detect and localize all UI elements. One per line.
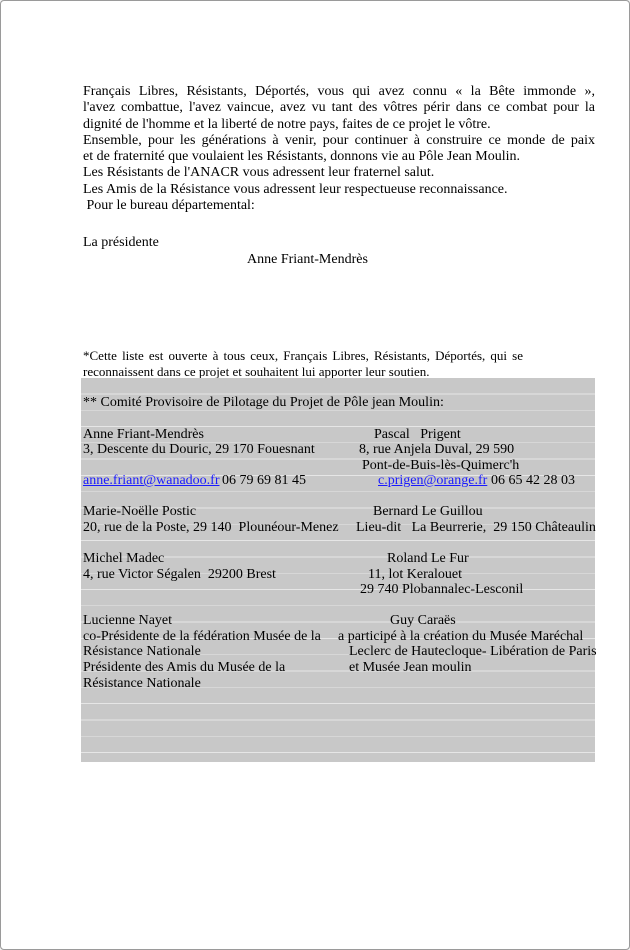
member-email-link[interactable]: c.prigen@orange.fr — [378, 473, 488, 488]
member-name: Lucienne Nayet — [83, 613, 173, 628]
member-role: Résistance Nationale — [83, 676, 201, 691]
member-role: Résistance Nationale — [83, 644, 201, 659]
member-role: Leclerc de Hautecloque- Libération de Paris — [349, 644, 597, 659]
letter-line: Les Amis de la Résistance vous adressent leur respectueuse reconnaissance. — [83, 181, 508, 197]
member-role: a participé à la création du Musée Maréchal — [338, 629, 584, 644]
president-name: Anne Friant-Mendrès — [247, 252, 368, 267]
member-name: Guy Caraës — [390, 613, 456, 628]
committee-title: ** Comité Provisoire de Pilotage du Projet de Pôle jean Moulin: — [83, 395, 444, 410]
member-email-link[interactable]: anne.friant@wanadoo.fr — [83, 473, 220, 488]
member-role: co-Présidente de la fédération Musée de la — [83, 629, 321, 644]
member-role: Présidente des Amis du Musée de la — [83, 660, 286, 675]
member-address: 8, rue Anjela Duval, 29 590 — [359, 442, 515, 457]
footnote-line: *Cette liste est ouverte à tous ceux, Français Libres, Résistants, Déportés, qui se — [83, 348, 523, 363]
member-name: Anne Friant-Mendrès — [83, 427, 204, 442]
member-address: Lieu-dit La Beurrerie, 29 150 Châteaulin — [356, 520, 596, 535]
member-name: Pascal Prigent — [374, 427, 461, 442]
member-phone: 06 79 69 81 45 — [222, 473, 306, 488]
member-address: 3, Descente du Douric, 29 170 Fouesnant — [83, 442, 315, 457]
member-phone: 06 65 42 28 03 — [491, 473, 575, 488]
footnote — [83, 348, 523, 379]
letter-body — [83, 84, 595, 214]
letter-line: et de fraternité que voulaient les Résistants, donnons vie au Pôle Jean Moulin. — [83, 149, 521, 165]
member-address: 29 740 Plobannalec-Lesconil — [360, 582, 524, 597]
letter-line: Pour le bureau départemental: — [83, 198, 255, 214]
letter-line: Ensemble, pour les générations à venir, pour continuer à construire ce monde de paix — [83, 132, 595, 148]
member-address: 20, rue de la Poste, 29 140 Plounéour-Menez — [83, 520, 339, 535]
letter-line: l'avez combattue, l'avez vaincue, avez vu tant des vôtres périr dans ce combat pour la — [83, 100, 595, 116]
letter-line: Français Libres, Résistants, Déportés, vous qui avez connu « la Bête immonde », — [83, 84, 595, 99]
member-address: Pont-de-Buis-lès-Quimerc'h — [362, 458, 520, 473]
member-name: Roland Le Fur — [387, 551, 469, 566]
member-name: Michel Madec — [83, 551, 165, 566]
member-address: 11, lot Keralouet — [368, 567, 462, 582]
member-role: et Musée Jean moulin — [349, 660, 472, 675]
letter-line: Les Résistants de l'ANACR vous adressent leur fraternel salut. — [83, 165, 435, 181]
letter-line: dignité de l'homme et la liberté de notre pays, faites de ce projet le vôtre. — [83, 116, 491, 132]
president-label: La présidente — [83, 235, 159, 250]
member-address: 4, rue Victor Ségalen 29200 Brest — [83, 567, 276, 582]
member-name: Bernard Le Guillou — [373, 504, 483, 519]
footnote-line: reconnaissent dans ce projet et souhaitent lui apporter leur soutien. — [83, 363, 430, 379]
member-name: Marie-Noëlle Postic — [83, 504, 197, 519]
